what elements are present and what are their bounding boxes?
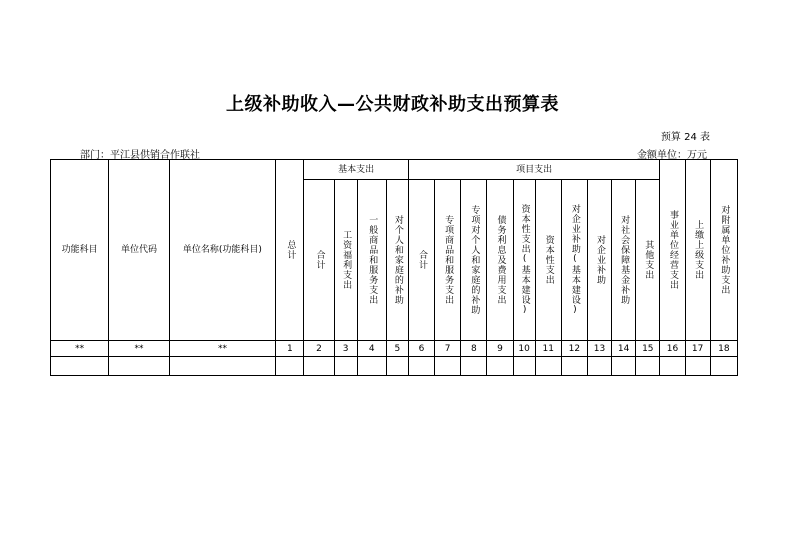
data-cell (276, 357, 304, 376)
header-project-group: 项目支出 (408, 160, 659, 180)
table-number: 预算 24 表 (660, 132, 710, 143)
data-cell (587, 357, 611, 376)
data-cell (612, 357, 636, 376)
header-project-other: 其他支出 (636, 180, 660, 341)
data-cell (487, 357, 513, 376)
header-upper: 上缴上级支出 (685, 160, 710, 341)
currency-unit-label: 金额单位：万元 (637, 150, 707, 161)
index-cell: 7 (435, 341, 461, 357)
index-cell: ** (169, 341, 276, 357)
index-cell: 5 (386, 341, 408, 357)
data-cell (685, 357, 710, 376)
header-project-sum: 合计 (408, 180, 434, 341)
header-basic-wages: 工资福利支出 (334, 180, 357, 341)
header-project-capital-basic: 资本性支出(基本建设) (513, 180, 535, 341)
index-cell: 12 (561, 341, 587, 357)
data-cell (513, 357, 535, 376)
data-cell (710, 357, 737, 376)
data-cell (561, 357, 587, 376)
header-basic-personal: 对个人和家庭的补助 (386, 180, 408, 341)
header-basic-group: 基本支出 (304, 160, 409, 180)
index-cell: 8 (461, 341, 487, 357)
data-cell (435, 357, 461, 376)
header-unit-name: 单位名称(功能科目) (169, 160, 276, 341)
index-cell: 13 (587, 341, 611, 357)
header-subsidiary: 对附属单位补助支出 (710, 160, 737, 341)
department-label: 部门：平江县供销合作联社 (80, 150, 200, 161)
page-title: 上级补助收入—公共财政补助支出预算表 (226, 94, 559, 115)
index-cell: 16 (660, 341, 685, 357)
data-cell (51, 357, 109, 376)
data-cell (357, 357, 386, 376)
header-func-code: 功能科目 (51, 160, 109, 341)
data-cell (535, 357, 561, 376)
header-total: 总计 (276, 160, 304, 341)
header-project-capital: 资本性支出 (535, 180, 561, 341)
index-cell: ** (109, 341, 169, 357)
index-cell: 11 (535, 341, 561, 357)
header-basic-sum: 合计 (304, 180, 334, 341)
index-cell: ** (51, 341, 109, 357)
header-project-enterprise: 对企业补助 (587, 180, 611, 341)
header-unit-code: 单位代码 (109, 160, 169, 341)
header-project-social: 对社会保障基金补助 (612, 180, 636, 341)
index-cell: 2 (304, 341, 334, 357)
index-cell: 10 (513, 341, 535, 357)
header-business: 事业单位经营支出 (660, 160, 685, 341)
index-cell: 6 (408, 341, 434, 357)
index-cell: 17 (685, 341, 710, 357)
data-cell (169, 357, 276, 376)
index-cell: 4 (357, 341, 386, 357)
index-cell: 9 (487, 341, 513, 357)
data-cell (334, 357, 357, 376)
data-row (51, 357, 738, 376)
header-project-debt: 债务利息及费用支出 (487, 180, 513, 341)
index-row (51, 341, 738, 357)
header-basic-goods: 一般商品和服务支出 (357, 180, 386, 341)
budget-table (50, 159, 738, 376)
index-cell: 3 (334, 341, 357, 357)
data-cell (660, 357, 685, 376)
data-cell (304, 357, 334, 376)
index-cell: 18 (710, 341, 737, 357)
data-cell (636, 357, 660, 376)
index-cell: 14 (612, 341, 636, 357)
header-project-personal: 专项对个人和家庭的补助 (461, 180, 487, 341)
header-project-enterprise-basic: 对企业补助(基本建设) (561, 180, 587, 341)
data-cell (461, 357, 487, 376)
data-cell (408, 357, 434, 376)
data-cell (109, 357, 169, 376)
data-cell (386, 357, 408, 376)
index-cell: 1 (276, 341, 304, 357)
header-project-goods: 专项商品和服务支出 (435, 180, 461, 341)
index-cell: 15 (636, 341, 660, 357)
